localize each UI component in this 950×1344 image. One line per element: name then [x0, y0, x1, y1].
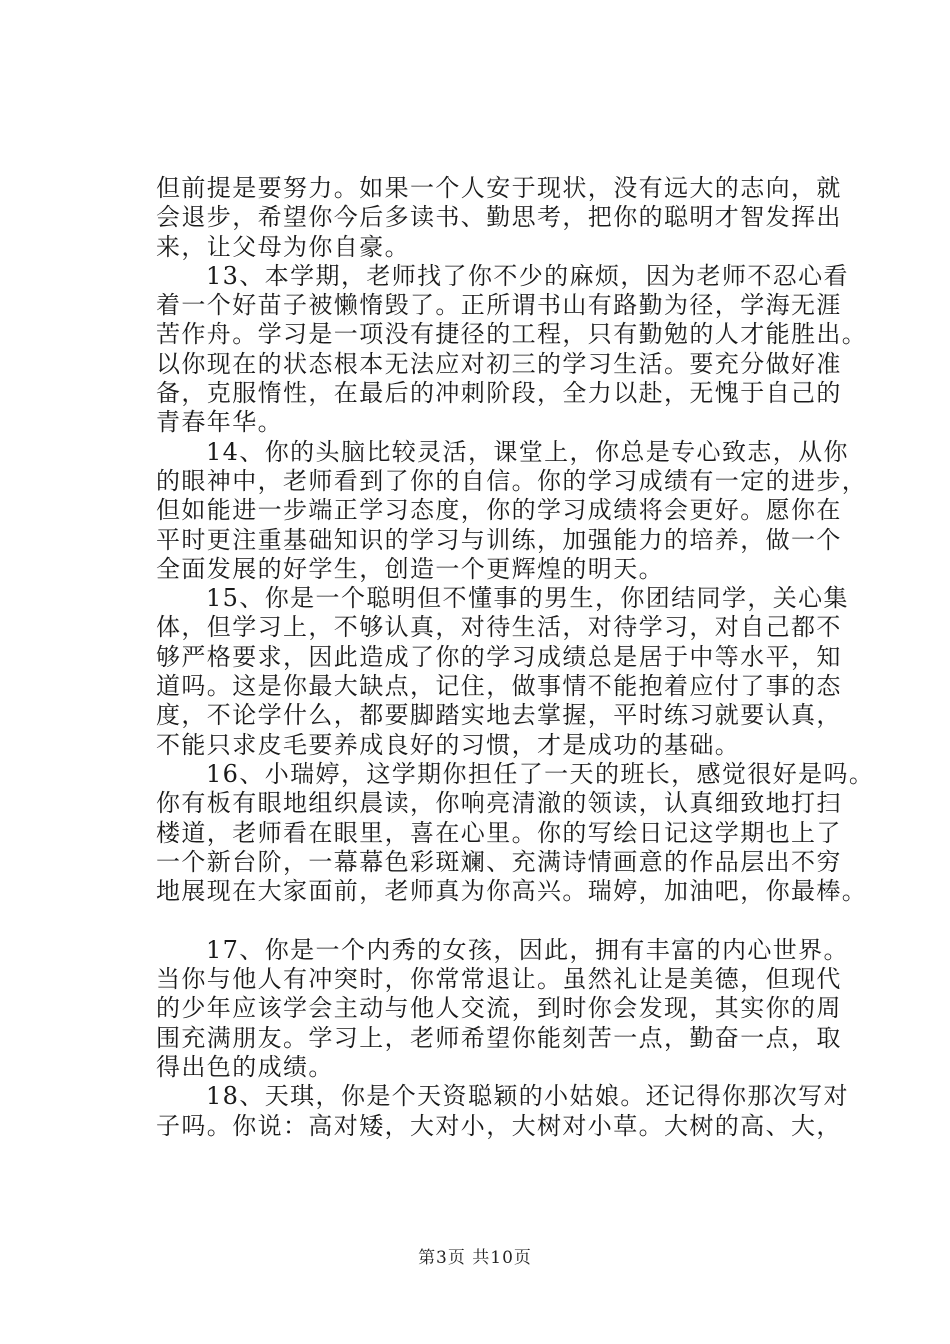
text-line: 16、小瑞婷，这学期你担任了一天的班长，感觉很好是吗。 — [206, 759, 875, 788]
blank-line — [156, 906, 850, 935]
text-line: 体，但学习上，不够认真，对待生活，对待学习，对自己都不 — [156, 613, 842, 642]
paragraph — [156, 1082, 850, 1141]
text-line: 道吗。这是你最大缺点，记住，做事情不能抱着应付了事的态 — [156, 672, 842, 701]
text-line: 来，让父母为你自豪。 — [156, 232, 410, 261]
text-line: 18、天琪，你是个天资聪颖的小姑娘。还记得你那次写对 — [206, 1082, 849, 1111]
text-line: 平时更注重基础知识的学习与训练，加强能力的培养，做一个 — [156, 525, 842, 554]
text-line: 13、本学期，老师找了你不少的麻烦，因为老师不忍心看 — [206, 261, 849, 290]
page-number-footer: 第3页 共10页 — [418, 1248, 532, 1268]
text-line: 14、你的头脑比较灵活，课堂上，你总是专心致志，从你 — [206, 437, 849, 466]
text-line: 以你现在的状态根本无法应对初三的学习生活。要充分做好准 — [156, 349, 842, 378]
paragraph — [156, 584, 850, 760]
text-line: 你有板有眼地组织晨读，你响亮清澈的领读，认真细致地打扫 — [156, 789, 842, 818]
text-line: 全面发展的好学生，创造一个更辉煌的明天。 — [156, 554, 664, 583]
text-line: 17、你是一个内秀的女孩，因此，拥有丰富的内心世界。 — [206, 935, 849, 964]
paragraph — [156, 936, 850, 1082]
text-line: 围充满朋友。学习上，老师希望你能刻苦一点，勤奋一点，取 — [156, 1023, 842, 1052]
text-line: 的少年应该学会主动与他人交流，到时你会发现，其实你的周 — [156, 994, 842, 1023]
text-line: 苦作舟。学习是一项没有捷径的工程，只有勤勉的人才能胜出。 — [156, 320, 868, 349]
text-line: 一个新台阶，一幕幕色彩斑斓、充满诗情画意的作品层出不穷 — [156, 847, 842, 876]
document-body — [156, 174, 875, 1141]
paragraph — [156, 437, 868, 584]
text-line: 的眼神中，老师看到了你的自信。你的学习成绩有一定的进步， — [156, 466, 868, 495]
text-line: 青春年华。 — [156, 408, 283, 437]
text-line: 够严格要求，因此造成了你的学习成绩总是居于中等水平，知 — [156, 642, 842, 671]
paragraph — [156, 261, 868, 438]
text-line: 不能只求皮毛要养成良好的习惯，才是成功的基础。 — [156, 730, 741, 759]
text-line: 当你与他人有冲突时，你常常退让。虽然礼让是美德，但现代 — [156, 965, 842, 994]
text-line: 地展现在大家面前，老师真为你高兴。瑞婷，加油吧，你最棒。 — [156, 877, 868, 906]
paragraph — [156, 174, 850, 262]
text-line: 得出色的成绩。 — [156, 1052, 334, 1081]
text-line: 但如能进一步端正学习态度，你的学习成绩将会更好。愿你在 — [156, 496, 842, 525]
text-line: 备，克服惰性，在最后的冲刺阶段，全力以赴，无愧于自己的 — [156, 379, 842, 408]
text-line: 楼道，老师看在眼里，喜在心里。你的写绘日记这学期也上了 — [156, 818, 842, 847]
text-line: 子吗。你说：高对矮，大对小，大树对小草。大树的高、大， — [156, 1111, 842, 1140]
text-line: 着一个好苗子被懒惰毁了。正所谓书山有路勤为径，学海无涯 — [156, 291, 842, 320]
paragraph — [156, 759, 875, 906]
text-line: 度，不论学什么，都要脚踏实地去掌握，平时练习就要认真， — [156, 701, 842, 730]
text-line: 15、你是一个聪明但不懂事的男生，你团结同学，关心集 — [206, 584, 849, 613]
text-line: 但前提是要努力。如果一个人安于现状，没有远大的志向，就 — [156, 174, 842, 202]
text-line: 会退步，希望你今后多读书、勤思考，把你的聪明才智发挥出 — [156, 203, 842, 232]
